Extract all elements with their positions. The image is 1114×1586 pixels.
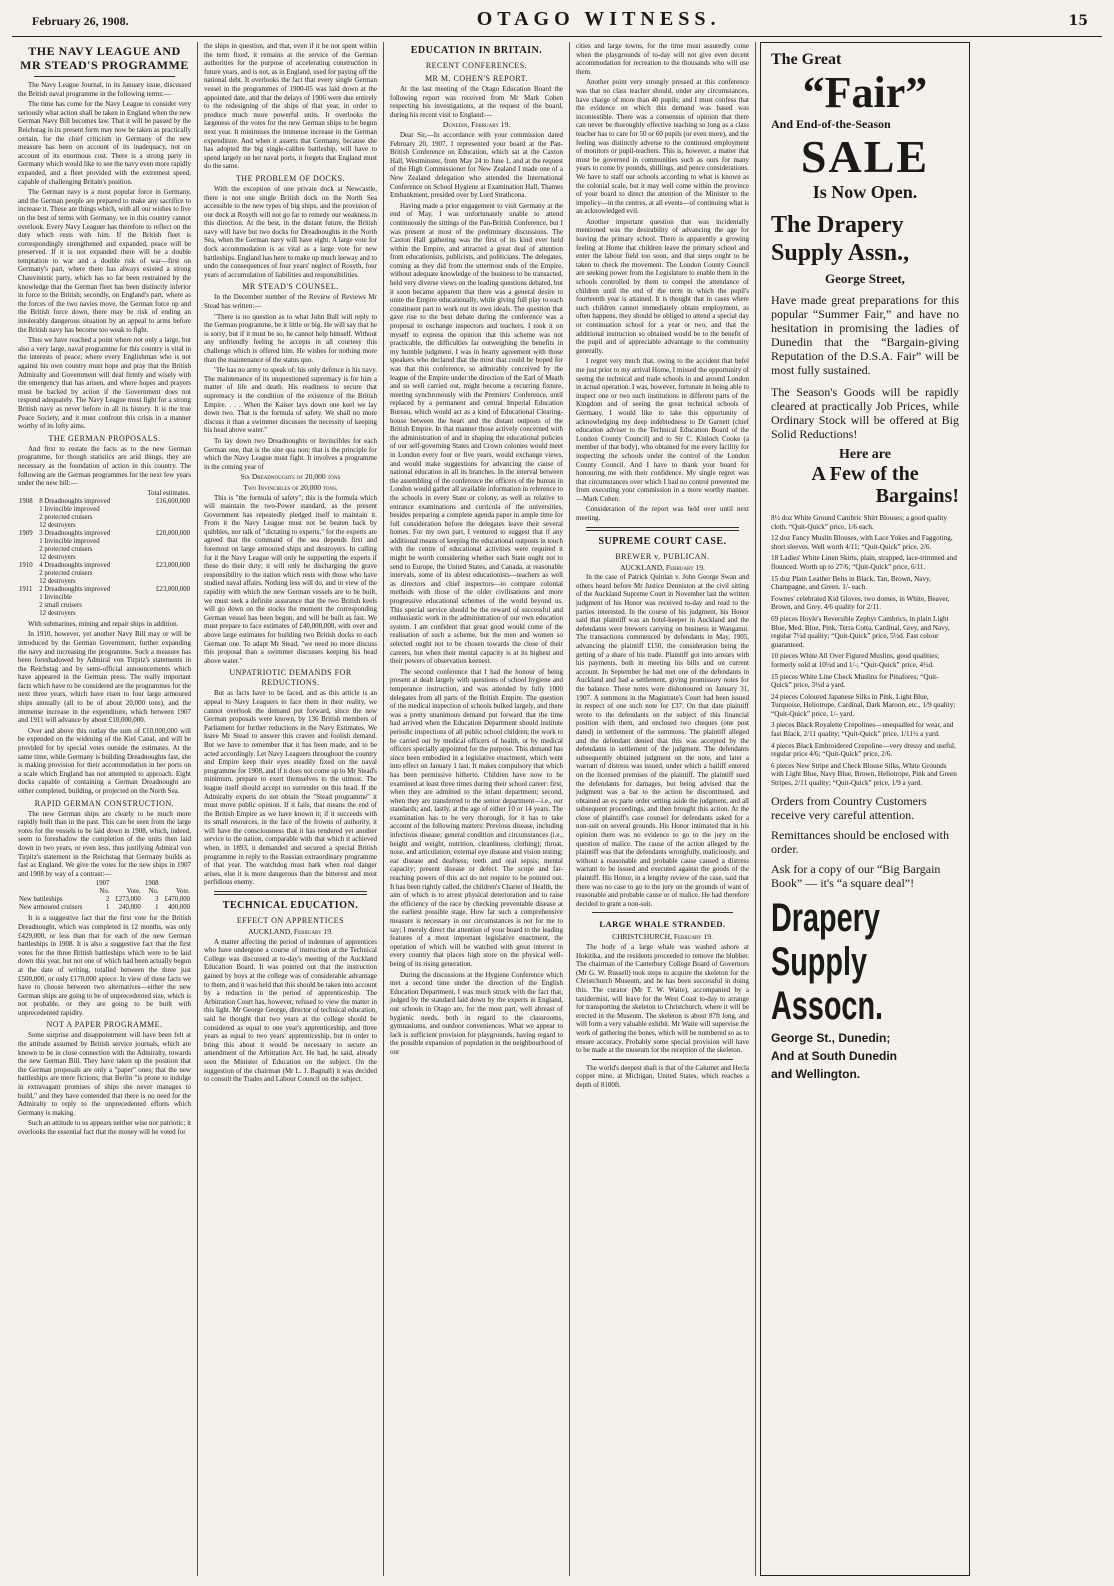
divider <box>592 1059 733 1060</box>
table-row <box>18 578 191 586</box>
programme-line: Six Dreadnoughts of 20,000 tons <box>240 472 341 482</box>
table-cell <box>133 578 191 586</box>
table-cell <box>133 506 191 514</box>
dateline: CHRISTCHURCH, February 19. <box>612 932 713 942</box>
paragraph: Having made a prior engagement to visit Germany at the end of May, I was unfortunately unable to attend continuously the sittings of the Pan-British Conference, but I was present at most of the preliminary discussions. The Caxton Hall gathering was the first of its kind ever held within the Empire, and attracted a great deal of attention from educationists, publicists, and politicians. The delegates, coming as they did from the uttermost ends of the Empire, without adequate knowledge of the business to be transacted, held very diverse views on the leading questions debated, but it soon became apparent that there was a general desire to unite the Empire educationally, while giving full play to each constituent part to work out its own ideals. The question that gave rise to the best debate during the conference was a proposal to exchange inspectors and teachers. I took it on myself to express the opinion that this scheme was not practicable, the difficulties far outweighing the benefits in my humble judgment. I was in hearty agreement with those speakers who declared that the most that could be hoped for was that this conference, so admirably conceived by the league of the Empire under the direction of the Earl of Meath and so well carried out, might become a recurring fixture, meeting synchronously with the Premiers' Conference, until replaced by a permanent and central Imperial Education Bureau, which would act as a kind of Educational Clearing-house between the heart and the distant outposts of the British Empire. In that manner those actively concerned with the administration of and in shaping the educational policies of our self-governing States and Crown colonies would meet in London every four or five years, would exchange views, and would make suggestions for advancing the cause of national education in all its branches. In the interval between the assembling of the conference the officers of the bureau in London would gather all available information in reference to the schools in every State or colony, as well as relative to entrance examinations and curricula of the universities, besides preparing a complete agenda paper in ample time for full consideration before the delegates leave their several homes. For my own part, I ventured to suggest that if any additional means of keeping the educational outposts in touch with the centre of educational activities were required it might be worth considering whether each State ought not to send to Europe, the United States, and Canada, at reasonable intervals, some of its ablest educationists—teachers as well as directors and chief inspectors—to compare colonial methods with those of the older civilisations and more progressive educational schemes of the world beyond us. This special service should be the reward of successful and enthusiastic work in the administration of our own education system. I am confident that great good would come of the realisation of such a scheme, but the men and women so selected ought not to be chosen towards the close of their careers, but when their mental capacity is at its highest and their powers of observation keenest. <box>390 201 564 666</box>
table-cell <box>133 546 191 554</box>
bargain-list <box>771 514 959 788</box>
table-cell: 3 Dreadnoughts improved <box>39 529 111 537</box>
ad-sale: SALE <box>800 131 930 182</box>
column-4 <box>570 42 756 1576</box>
list-item: 69 pieces Hoyle's Reversible Zephyr Cambrics, in plain Light Blue, Med. Blue, Pink, Terra Cotta, Cardinal, Grey, and Navy, regular 7½d quality; “Quit-Quick” price, 5½d. Fast colour guaranteed. <box>771 614 950 649</box>
paragraph: I regret very much that, owing to the accident that befel me just prior to my arrival Home, I missed the opportunity of seeing the technical and trade schools in and around London in actual operation. I was, however, fortunate in being able to inspect one or two such institutions in different parts of the Kingdom and of seeing the great technical schools of Germany. I would like to take this opportunity of acknowledging my deep indebtedness to Dr Garnett (chief education adviser to the Technical Education Board of the London County Council) and to Sir C. Kinloch Cooke (a member of that body), who obtained for me every facility for inspecting the schools under the control of the London County Council. And I have to thank your board for honouring me with their confidence. My single regret was that circumstances over which I had no control prevented me from executing your commission in a more worthy manner.—Mark Cohen. <box>576 357 749 503</box>
table-cell <box>18 554 38 562</box>
divider <box>34 76 175 77</box>
table-cell <box>18 594 38 602</box>
paragraph: Over and above this outlay the sum of £10,000,000 will be expended on the widening of the Kiel Canal, and will be provided for by special votes outside the estimates. At the same time, while Germany is building Dreadnoughts fast, she is making provision for their accommodation in her ports on a scale which England has not attempted to approach. Eight docks capable of containing a German Dreadnought are either completed, building, or projected on the North Sea. <box>18 726 191 795</box>
subheading: RAPID GERMAN CONSTRUCTION. <box>34 798 175 808</box>
subheading: NOT A PAPER PROGRAMME. <box>46 1020 163 1030</box>
table-row <box>18 538 191 546</box>
table-row <box>18 610 191 618</box>
table-cell: 1 Invincible <box>39 593 72 601</box>
paragraph: To lay down two Dreadnoughts or Invincibles for each German one, that is the sine qua non; that is the principle for which the Navy League must fight. It involves a programme in the coming year of <box>204 436 377 471</box>
paragraph: With the exception of one private dock at Newcastle, there is not one single British dock on the North Sea accessible to the new types of big ships, and the provision of our dock at Rosyth will not go far to remedy our weakness in this direction. At the best, in the distant future, the British navy will have but two docks for Dreadnoughts in the North Sea, when the German navy will have eight. A large vote for dock accommodation is as vital as a large vote for new battleships. England has here to make up much leeway and to undo the consequences of four years' neglect of Rosyth, four years of accumulation of liabilities and responsibilities. <box>204 184 377 279</box>
table-cell: 1 Invincible improved <box>39 505 100 513</box>
double-rule <box>214 891 367 895</box>
paragraph: In the December number of the Review of Reviews Mr Stead has written:— <box>204 293 377 311</box>
ad-line-season: And End-of-the-Season <box>771 117 891 131</box>
article-title-education-britain: EDUCATION IN BRITAIN. <box>410 45 543 56</box>
paragraph: Some surprise and disappointment will have been felt at the attitude assumed by British service journals, which are known to be in close connection with the Admiralty, towards the new German Bill. They have taken up the position that the German proposals are only a "paper" ones; that the new battleships are mere fictions; that Berlin "is prone to indulge in extravagant promises of ships she never manages to build," and they have contended that there is no need for the Admiralty to reply to the unprecedented efforts which Germany is making. <box>18 1031 191 1117</box>
table-row <box>18 506 191 514</box>
table-cell: 2 protected cruisers <box>39 545 93 553</box>
table-cell: 2 Dreadnoughts improved <box>39 585 111 593</box>
ad-logo-supply: Supply <box>771 939 868 984</box>
table-cell <box>133 538 191 546</box>
column-2 <box>198 42 384 1576</box>
table-cell <box>18 514 38 522</box>
list-item: 12 doz Fancy Muslin Blouses, with Lace Yokes and Faggoting, short sleeves. Well worth 4/11; “Quit-Quick” price, 2/6. <box>771 534 953 551</box>
ad-street: George Street, <box>825 271 905 286</box>
masthead <box>12 8 1102 37</box>
table-cell: £16,600,000 <box>156 497 190 505</box>
table-cell: 12 destroyers <box>39 609 76 617</box>
ad-bargains: Bargains! <box>875 485 959 507</box>
list-item: 24 pieces Coloured Japanese Silks in Pink, Light Blue, Turquoise, Heliotrope, Cardinal, Dark Maroon, etc., 1/9 quality; “Quit-Quick” price, 1/- yard. <box>771 692 956 718</box>
ad-address: And at South Dunedin <box>771 1048 897 1063</box>
page-number: 15 <box>1068 13 1088 29</box>
ad-now-open: Is Now Open. <box>812 182 918 202</box>
newspaper-name: OTAGO WITNESS. <box>476 8 721 30</box>
article-title-technical-education: TECHNICAL EDUCATION. <box>222 900 359 912</box>
table-cell: 12 destroyers <box>39 553 76 561</box>
table-cell: £23,000,000 <box>156 561 190 569</box>
german-programme-table <box>18 490 191 618</box>
table-row <box>18 562 191 570</box>
ad-remittances: Remittances should be enclosed with order. <box>771 827 949 856</box>
paragraph: The German navy is a most popular force in Germany, and the German people are prepared to make any sacrifice to increase it. These are things which, with all our wishes to live on the best of terms with Germany, we in this country cannot overlook. Every Navy Leaguer has therefore to reflect on the duty which rests with him. If the British fleet is correspondingly strengthened and expanded, peace will be preserved. If it is not expanded there will be a double temptation to war and a double risk of war—first on Germany's part, where there has always existed a strong Chauvinistic party, which has so far been restrained by the knowledge that the German fleet has been distinctly inferior in force to the British; secondly, on England's part, where as the forces of the two navies move, the German force up and the British force down, there may be risk of ending an intolerably dangerous situation by an appeal to arms before the British navy has become too weak to fight. <box>18 188 191 334</box>
table-cell <box>18 570 38 578</box>
paragraph: With submarines, mining and repair ships in addition. <box>28 619 179 628</box>
table-row <box>18 586 191 594</box>
paragraph: During the discussions at the Hygiene Conference which met a second time under the direction of the English Education Department, I was much struck with the fact that, judged by the standard laid down by the experts in England, our schools in Otago are, for the most part, well abreast of hygienic needs, both in regard to the classrooms, gymnasiums, and outdoor conveniences. What we appear to lack is sufficient provision for playgrounds, having regard to the possible expansion of population in the neighbourhood of our <box>390 970 563 1056</box>
table-cell: 1910 <box>19 561 33 569</box>
table-row: New battleships 2 £273,000 3 £470,000 <box>19 896 190 904</box>
issue-date: February 26, 1908. <box>32 14 129 28</box>
paragraph: Another important question that was incidentally mentioned was the desirability of advancing the age for leaving the primary school. There is apparently a growing feeling at Home that children leave the primary school and enter the labour field too soon, and that steps ought to be taken to check the movement. The London County Council are seeking power from the Legislature to enable them in the schools controlled by them to compel the attendance of children until the end of the term in which the pupil's fourteenth year is attained. It is thought that in cases where such children cannot immediately obtain employment, as often happens, they should be obliged to attend a special day or continuation school for a year or two, and that the additional instruction so obtained would be to the benefit of the pupil and of appreciable advantage to the community generally. <box>576 217 749 355</box>
table-cell: 8 Dreadnoughts improved <box>39 497 111 505</box>
table-cell <box>18 578 38 586</box>
table-row <box>18 522 191 530</box>
table-cell: 1909 <box>19 529 33 537</box>
paragraph: The time has come for the Navy League to consider very seriously what action shall be taken in England when the new German Navy Bill becomes law. That it will be passed by the Reichstag in its present form may now be taken as practically certain, for the chief criticism in Germany of the new measure has been on account of its inadequacy, not on account of its enormous cost. There is a strong party in Germany which would like to see the navy even more rapidly expanded, and a fleet provided with the extremest speed, capable of challenging Britain's position. <box>18 100 191 186</box>
table-cell <box>18 538 38 546</box>
paragraph: "There is no question as to what John Bull will reply to the German programme, be it little or big. He will say that he is sorry; but if it must be so, he cannot help himself. Without any unfriendly feeling he accepts in all courtesy this challenge which is offered him. He wishes for nothing more than the maintenance of the status quo. <box>204 312 377 364</box>
paragraph: the ships in question, and that, even if it be not spent within the term fixed, it remains at the service of the German authorities for the purpose of accelerating construction in future years, and is not, as in England, used for paying off the national debt. It overlooks the fact that every single German vessel in the programmes of 1900-05 was laid down at the appointed date, and that the delays of 1906 were due entirely to the redesigning of the ships of that year, in order to produce much more powerful units. It overlooks the largeness of the votes for the new German ships to be begun next year. It minimises the immense increase in the German expenditure. And when it asserts that Germany, because she has adopted the big single-calibre battleship, will have to spend largely on her naval ports, it forgets that England must do the same. <box>204 42 377 171</box>
table-cell <box>18 522 38 530</box>
table-cell: 12 destroyers <box>39 577 76 585</box>
votes-header-row: 1907 1908 <box>95 880 159 888</box>
paragraph: "He has no army to speak of; his only defence is his navy. The maintenance of its unquestioned supremacy is for him a matter of life and death. His readiness to secure that supremacy is the condition of the existence of the British Empire. . . . When the Kaiser lays down one keel we lay down two. That is the formula of safety. We shall no more discuss it than a swimmer discusses the necessity of keeping his head above water." <box>204 366 377 435</box>
paragraph: In the case of Patrick Quinlan v. John George Swan and others heard before Mr Justice Denniston at the civil sitting of the Auckland Supreme Court in November last the written judgment of his Honor was received to-day and read to the parties interested. In the course of his judgment, his Honor said that plaintiff was an hotel-keeper in Auckland and the defendants were brewers carrying on business in Wanganui. The transactions commenced by defendants in May, 1905, advancing the plaintiff £150, the consideration being the getting of a share of his trade. Plaintiff got into arrears with his payments, both in meeting his bills and on current account. In September he had met one of the defendants in Auckland and had a settlement, giving promissory notes for the balance. These notes were dishonoured on January 31, 1907. A summons in the Magistrate's Court had been issued in respect of one such note for £37. On that date plaintiff wrote to the defendants on the subject of this financial position with them, and enclosed two cheques (one post dated) in settlement of the summons. The plaintiff alleged and the defendant denied that this was accepted by the defendants in settlement of the judgment. The defendants subsequently obtained judgment on the note, and later a warrant of distress was issued, under which a bailiff entered on the licensed premises of the plaintiff. The plaintiff sued the defendants for damages, but being advised that the judgment was a bar to the action he discontinued, and obtained an ex parte order setting aside the judgment, and all subsequent proceedings, and then brought this action. At the close of plaintiff's case counsel for defendants asked for a non-suit on several grounds. His Honor intimated that in his opinion there was no evidence to go to the jury on the question of malice. The cause of the action alleged by the plaintiff was that the defendants wrongfully, maliciously, and without a reasonable and probable cause caused a distress warrant to be issued and executed against the goods of the plaintiff. His Honor, in a lengthy review of the case, said that there was no case to go to the jury on the grounds of want of reasonable and probable cause or of malice. He had therefore decided to grant a non-suit. <box>576 573 749 908</box>
table-cell <box>133 554 191 562</box>
dateline: AUCKLAND, February 19. <box>620 562 705 572</box>
ad-body: The Season's Goods will be rapidly cleared at practically Job Prices, while Ordinary Stock will be offered at Big Solid Reductions! <box>771 385 959 441</box>
votes-table <box>18 880 191 912</box>
ad-fair: “Fair” <box>802 68 928 117</box>
paragraph: At the last meeting of the Otago Education Board the following report was received from Mr Mark Cohen respecting his investigations, at the request of the board, during his recent visit to England:— <box>390 85 563 119</box>
list-item: 15 pieces White Line Check Muslins for Pinafores; “Quit-Quick” price, 3½d a yard. <box>771 672 939 690</box>
paragraph: A matter affecting the period of indenture of apprentices who have undergone a course of instruction at the Technical College was discussed at to-day's meeting of the Auckland Education Board. It was pointed out that the instruction gained by boys at the college was of considerable advantage to them, and it was held that this should be taken into account by a reduction in the period of apprenticeship. The Arbitration Court has, however, refused to view the matter in this light. Mr George George, director of technical education, said he thought that two years at the college should be considered as equal to one year's apprenticeship, and three years as equal to two years' apprenticeship, but in order to bring this about it would be necessary to secure an amendment of the Arbitration Act. He had, he said, already seen the Minister of Education on the subject. On the suggestion of the chairman (Mr L. J. Bagnall) it was decided to consult the Trades and Labour Council on the subject. <box>204 937 377 1084</box>
table-row: New armoured cruisers 1 240,000 1 400,000 <box>19 904 190 912</box>
ad-orders: Orders from Country Customers receive very careful attention. <box>771 793 927 822</box>
table-row <box>18 554 191 562</box>
list-item: 4 pieces Black Embroidered Crepoline—very dressy and useful, regular price 4/6; “Quit-Quick” price, 2/6. <box>771 741 956 759</box>
ad-here-are: Here are <box>839 447 891 462</box>
subheading: BREWER v. PUBLICAN. <box>615 551 710 561</box>
table-cell: 4 Dreadnoughts improved <box>39 561 111 569</box>
list-item: 15 doz Plain Leather Belts in Black, Tan, Brown, Navy, Champagne, and Green. 1/- each. <box>771 574 931 592</box>
table-cell <box>18 602 38 610</box>
list-item: 18 Ladies' White Linen Skirts, plain, strapped, lace-trimmed and flounced. Worth up to 27/6; “Quit-Quick” price, 6/11. <box>771 554 957 571</box>
paragraph: Consideration of the report was held over until next meeting. <box>576 505 749 523</box>
table-row <box>18 570 191 578</box>
table-cell: £23,000,000 <box>156 585 190 593</box>
table-cell <box>133 570 191 578</box>
table-row <box>18 530 191 538</box>
programme-line: Two Invincibles of 20,000 tons. <box>243 482 338 492</box>
dateline: Dunedin, February 19. <box>442 120 511 130</box>
subheading: MR M. COHEN'S REPORT. <box>424 74 529 83</box>
table-cell <box>133 602 191 610</box>
paragraph: Such an attitude to us appears neither wise nor patriotic; it overlooks the essential fact that the money will be voted for <box>18 1119 191 1136</box>
table-row <box>18 514 191 522</box>
paragraph: cities and large towns, for the time must assuredly come when the playgrounds of to-day will not give even decent accommodation for recreation to the thousands who will use them. <box>576 42 749 76</box>
drapery-advertisement <box>760 42 970 1576</box>
article-title-supreme-court: SUPREME COURT CASE. <box>598 535 727 547</box>
paragraph: Thus we have reached a point where not only a large, but also a very large, naval programme for this country is vital in the interests of peace; where every Englishman who is not against his own country must hope and pray that the British Admiralty and Government will deal firmly and wisely with the emergency that has arisen, and where hopes and prayers must be backed by action if the Government does not respond adequately. The Navy League must fight for a strong British navy as never before in all its history. It is the true Peace Society, and it must confront this crisis in a manner worthy of its lofty aims. <box>18 336 191 431</box>
table-cell: 1 Invincible improved <box>39 537 100 545</box>
columns <box>12 42 1102 1576</box>
paragraph: The body of a large whale was washed ashore at Hokitika, and the residents proceeded to remove the blubber. The chairman of the Canterbury College Board of Governors (Mr G. W. Russell) took steps to acquire the skeleton for the Christchurch Museum, and he has been successful in doing this. The curator (Mr T. W. Waite), accompanied by a taxidermist, will leave for the West Coast to-day to arrange for transporting the skeleton to Christchurch, where it will be erected in the Museum. The skeleton is about 87ft long, and will form a very valuable exhibit. Mr Waite will supervise the work of gathering the bones, which will be numbered so as to ensure accuracy. Probably some special provision will have to be made at the museum for the reception of the skeleton. <box>576 943 749 1055</box>
paragraph: This is "the formula of safety"; this is the formula which will maintain the two-Power standard, as the present Government has repeatedly pledged itself to maintain it. From it the Navy League must not be beaten back by quibbles, nor talk of "dictating to experts," for the experts are agreed that the command of the sea depends first and foremost on large armoured ships and destroyers. In calling for it the Navy League will only be supporting the experts if these do their duty; it will only be discharging the grave responsibility to the nation which rests with those who have studied naval affairs. Nothing less will do, and in view of the rapidity with which the new German vessels are to be built, we must seek a definite assurance that the two British keels will go down on the stocks the moment the corresponding German vessel has been begun, and will be built as fast. We must prepare to face estimates of £40,000,000, with over and above large estimates for building two British docks to each German one. To adapt Mr Stead, "we need no more discuss this proposal than a swimmer discusses keeping his head above water." <box>204 493 377 665</box>
subheading: THE GERMAN PROPOSALS. <box>48 433 161 443</box>
table-cell: 2 small cruisers <box>39 601 82 609</box>
ad-body: Have made great preparations for this popular “Summer Fair,” and have no hesitation in promising the ladies of Dunedin that the “Bargain-giving Reputation of the D.S.A. Fair” will be most fully sustained. <box>771 293 959 377</box>
table-cell: £20,000,000 <box>156 529 190 537</box>
list-item: Fownes' celebrated Kid Gloves, two domes, in White, Beaver, Brown, and Grey. 4/6 quality for 2/11. <box>771 594 950 612</box>
ad-logo-assocn: Assocn. <box>771 983 884 1028</box>
subheading: THE PROBLEM OF DOCKS. <box>235 173 346 183</box>
table-row <box>18 546 191 554</box>
table-row <box>18 594 191 602</box>
ad-logo-drapery: Drapery <box>771 895 880 940</box>
subheading: MR STEAD'S COUNSEL. <box>242 282 339 292</box>
article-title-navy-league: THE NAVY LEAGUE AND MR STEAD'S PROGRAMME <box>20 44 189 72</box>
list-item: 3 pieces Black Royalette Crepolines—unequalled for wear, and fast Black, 2/11 quality; “Quit-Quick” price, 1/11½ a yard. <box>771 721 954 739</box>
paragraph: The new German ships are clearly to be much more rapidly built than in the past. This can be seen from the large votes for the vessels to be laid down in 1908, which, indeed, seem to foreshadow the completion of the units then laid down in two years, or even less, thus justifying Admiral von Tirpitz's statement in the Reichstag that Germany builds as fast as England. We give the votes for the new ships in 1907 and 1908 by way of a contrast:— <box>18 809 191 878</box>
paragraph: The second conference that I had the honour of being present at dealt largely with questions of school hygiene and temperance instruction, and was attended by fully 1000 delegates from all parts of the British Empire. The question of the medical inspection of schools bulked largely, and there was a pretty unanimous demand put forward that the time had arrived when the Education Department should institute periodic inspections of all public school children; the work to be carried out by medical officers of health, or by medical officers specially appointed for the purpose. This demand has since been embodied in a legislative enactment, which went into effect on January 1 last. It makes compulsory that which has been permissive hitherto. Children have now to be examined at least three times during their school career: first, when they are admitted to the infant department; second, when they are transferred to the senior department—i.e., our standards; and, lastly, at the age of either 10 or 14 years. The examination has to be very thorough, for it has to take account of the following matters: Previous disease, including infectious disease; general condition and circumstances (i.e., height and weight, nutrition, cleanliness, clothing); throat, nose, and articulation; external eye disease and vision testing; ear disease and deafness; teeth and oral sepsis; mental capacity; present disease or defect. The scope and far-reaching powers of this act do not require to be pointed out. It has been rightly called, the children's Charter of Health, the aim of which is to arrest physical deterioration and to raise the efficiency of the race by checking preventable disease at the earliest possible stage. How far such a comprehensive measure is necessary in our circumstances is not for me to say; I merely direct the attention of your board to the leading features of a most important legislative enactment, the operation of which will be watched with great interest in every country that places high store on the physical well-being of its rising generation. <box>390 667 563 968</box>
table-cell <box>18 610 38 618</box>
table-cell <box>133 514 191 522</box>
table-cell <box>18 546 38 554</box>
ad-line-great: The Great <box>771 51 842 68</box>
article-title-whale: LARGE WHALE STRANDED. <box>599 919 726 930</box>
paragraph: In 1910, however, yet another Navy Bill may or will be introduced by the German Government, further expanding the navy and increasing the programme. Such a measure has been foreshadowed by Admiral von Tirpitz's statements in the Reichstag and by semi-official announcements which have appeared in the German press. The really important facts which have to be considered are the programmes for the next three years, which have risen to four large armoured ships annually (all to be of about 20,000 tons), and the immense increase in the expenditure, which between 1907 and 1911 will advance by about £10,000,000. <box>18 630 191 725</box>
subheading: EFFECT ON APPRENTICES <box>236 916 345 926</box>
paragraph: Another point very strongly pressed at this conference was that no class teacher should, under any circumstances, have charge of more than 40 pupils; and I must confess that the evidence on which this demand was based was incontestible. There was a consensus of opinion that there can never be thoroughly effective teaching so long as a class teacher has to care for 50 or 60 pupils (or even more), and the feeling was distinctly adverse to the continued employment of monitors or pupil-teachers. This is, however, a matter that must be governed in communities such as ours for many years to come by pounds, shillings, and pence considerations. We have to staff our schools according to what is known as the colonial scale, but it may well come within the province of your board to direct the attention of the Minister to the impolicy—in the centres, at all events—of continuing what is an acknowledged evil. <box>576 78 749 216</box>
table-cell: 12 destroyers <box>39 521 76 529</box>
table-cell <box>133 594 191 602</box>
table-cell <box>18 506 38 514</box>
column-1 <box>12 42 198 1576</box>
table-cell <box>133 522 191 530</box>
table-cell: 2 protected cruisers <box>39 569 93 577</box>
paragraph: But as facts have to be faced, and as this article is an appeal to Navy Leaguers to face them in their reality, we cannot overlook the demand put forward, since the new German proposals were known, by 136 British members of Parliament for further reductions in the Navy Estimates. We leave Mr Stead to answer this craven and foolish demand. But we have to remember that it has been made, and to be acted accordingly. Let Navy Leaguers throughout the country and Empire keep their eyes steadily fixed on the naval programme for 1908, and if it does not come up to Mr Stead's minimum, prepare to exert themselves to the utmost. The league itself should accept no surrender on this head. If the Admiralty experts do not obtain the "Stead programme" it must move public opinion. If it fails, that means the end of the British Empire as we have known it; if it succeeds with its small resources, in the face of the frowns of authority, it will have the consciousness that it has rendered yet another service to the nation, comparable with that which it achieved when, in 1893, it demanded and secured a special British programme in reply to the Russian extraordinary programme of that year. The watchdog must bark when real danger arises, else it is more dangerous than the bitterest and most perfidious enemy. <box>204 689 377 887</box>
dateline: AUCKLAND, February 19. <box>248 927 333 937</box>
list-item: 8½ doz White Ground Cambric Shirt Blouses; a good quality cloth. “Quit-Quick” price, 1/6 each. <box>771 514 947 531</box>
ad-address: and Wellington. <box>771 1066 861 1081</box>
ad-address: George St., Dunedin; <box>771 1030 891 1045</box>
table-cell: 1908 <box>19 497 33 505</box>
paragraph: The Navy League Journal, in its January issue, discussed the British naval programme in the following terms:— <box>18 81 191 98</box>
list-item: 10 pieces White All Over Figured Muslins, good qualities; formerly sold at 10½d and 1/-; “Quit-Quick” price, 4½d. <box>771 652 940 669</box>
table-cell: 2 protected cruisers <box>39 513 93 521</box>
table-cell <box>133 610 191 618</box>
paragraph: It is a suggestive fact that the first vote for the British Dreadnought, which was completed in 12 months, was only £429,000, or less than that for each of the new German battleships in 1908. It is also a suggestive fact that the first votes for the three British battleships which were to be laid down this year, but not one of which had been actually begun at the date of writing, totalled between the three just £500,000, or only £170,000 apiece. In view of these facts we have to choose between two alternatives—either the new German ships are going to be of unprecedented size, which is not probable, or they are going to be built with unprecedented rapidity. <box>18 914 191 1017</box>
divider <box>592 912 733 913</box>
table-header: Total estimates. <box>147 489 190 497</box>
paragraph: And first to restate the facts as to the new German programme, for though statistics are arid things, they are necessary as the foundation of action in this country. The following are the German programmes for the next few years under the new bill:— <box>18 444 191 488</box>
subheading: RECENT CONFERENCES. <box>425 61 528 70</box>
ad-few-of: A Few of the <box>811 463 919 485</box>
paragraph: The world's deepest shaft is that of the Calumet and Hecla copper mine, at Michigan, United States, which reaches a depth of 8100ft. <box>576 1063 749 1089</box>
subheading: UNPATRIOTIC DEMANDS FOR REDUCTIONS. <box>229 668 352 688</box>
ad-company-name: The Drapery Supply Assn., <box>771 212 910 266</box>
table-row <box>18 602 191 610</box>
list-item: 6 pieces New Stripe and Check Blouse Silks, White Grounds with Light Blue, Navy Blue, Brown, Heliotrope, Pink and Green Stripes, 2/11 quality; “Quit-Quick” price, 1/9 a yard. <box>771 761 957 788</box>
column-3 <box>384 42 570 1576</box>
table-row <box>18 498 191 506</box>
double-rule <box>586 527 739 531</box>
paragraph: Dear Sir,—In accordance with your commission dated February 20, 1907, I represented your board at the Pan-British Conference on Education, which sat at the Caxton Hall, Westminster, from May 24 to June 1, and at the request of the High Commissioner for New Zealand I made one of a New Zealand delegation who attended the International Conference on School Hygiene at Examination Hall, Thames Embankment, presided over by Lord Strathcona. <box>390 130 563 200</box>
votes-subheader-row: No. Vote. No. Vote. <box>99 888 190 896</box>
ad-bargain-book: Ask for a copy of our “Big Bargain Book” — it's “a square deal”! <box>771 861 941 890</box>
table-cell: 1911 <box>19 585 33 593</box>
